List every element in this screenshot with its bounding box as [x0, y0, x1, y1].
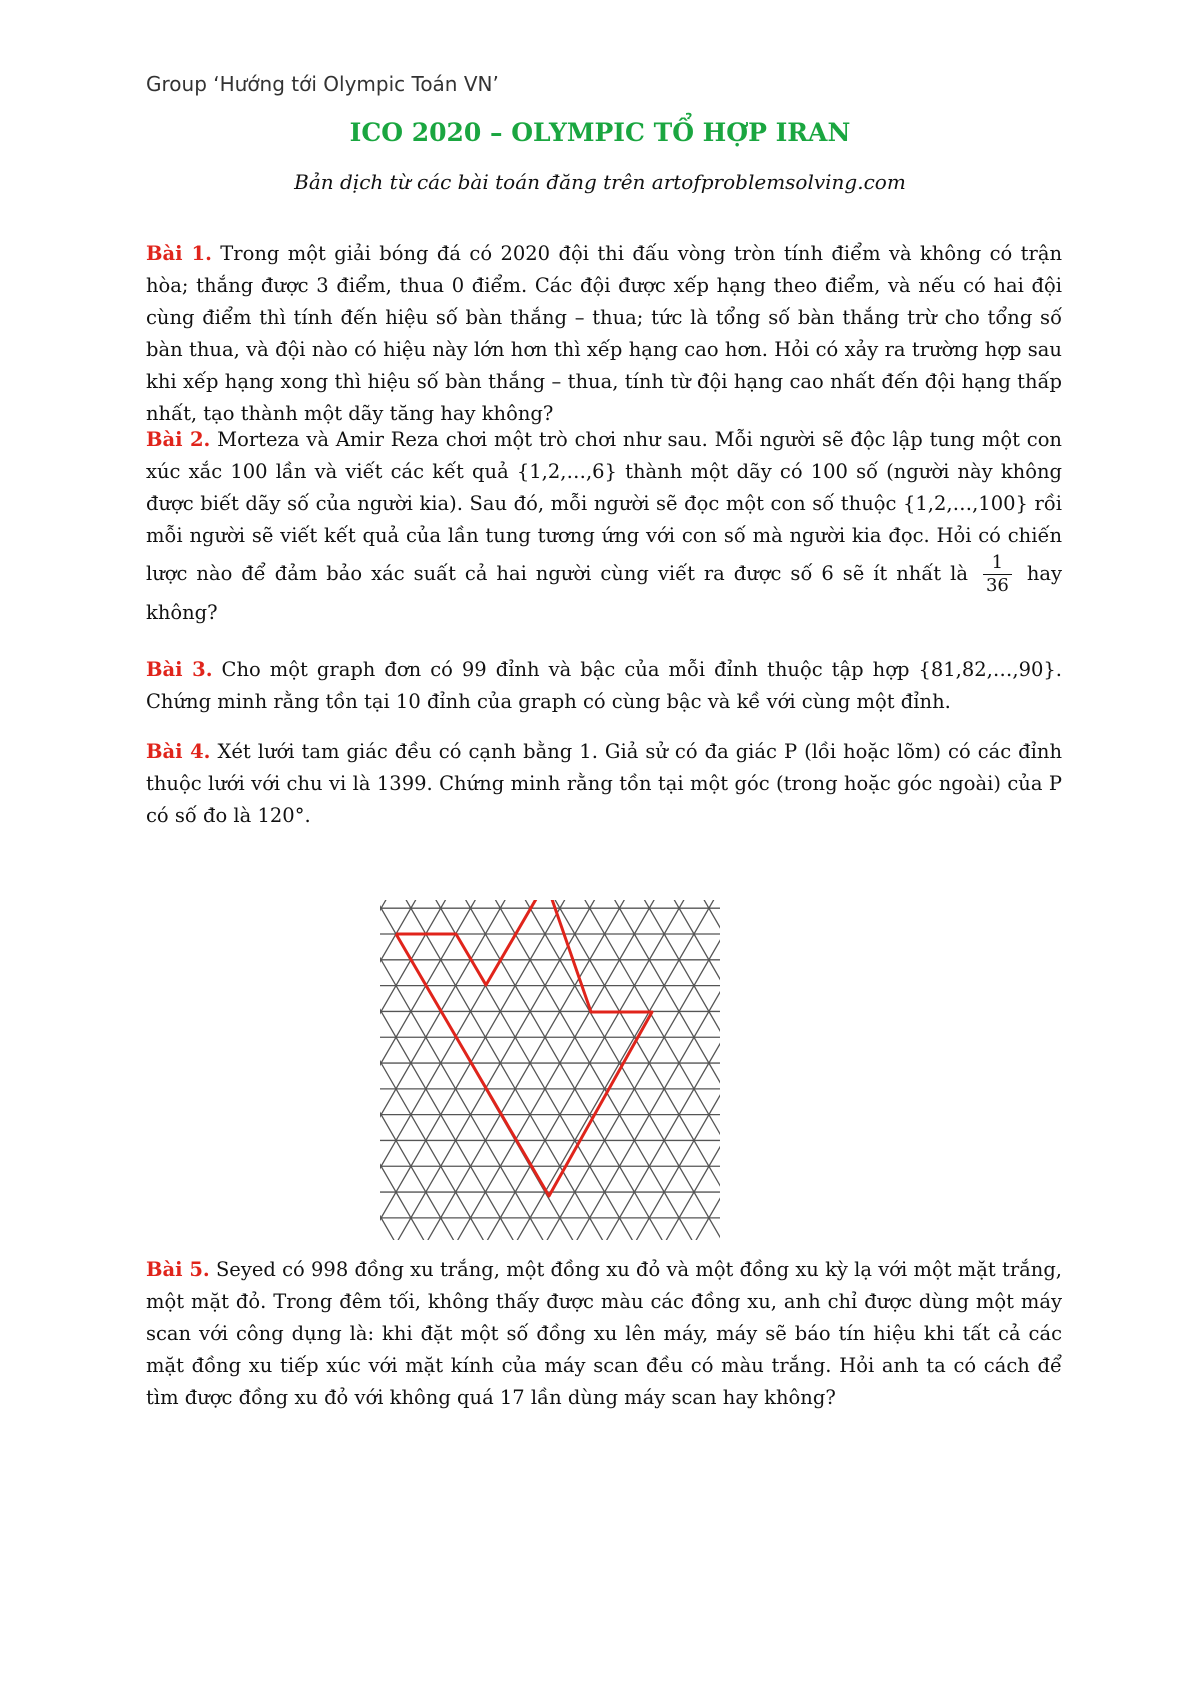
problem-4-label: Bài 4.: [146, 740, 211, 763]
grid-line: [382, 900, 720, 1240]
grid-line: [380, 900, 720, 1240]
triangular-grid-figure: [380, 900, 720, 1240]
grid-line: [380, 900, 720, 1240]
grid-line: [380, 900, 720, 1240]
grid-line: [380, 900, 720, 1240]
group-header: Group ‘Hướng tới Olympic Toán VN’: [146, 72, 499, 96]
grid-line: [710, 900, 720, 1240]
problem-5: [146, 1254, 1062, 1414]
fraction-numerator: 1: [983, 552, 1012, 575]
problem-1-text: Trong một giải bóng đá có 2020 đội thi đấu vòng tròn tính điểm và không có trận hòa; thắng được 3 điểm, thua 0 điểm. Các đội được xếp hạng theo điểm, và nếu có hai đội cùng điểm thì tính đến hiệu số bàn thắng – thua; tức là tổng số bàn thắng trừ cho tổng số bàn thua, và đội nào có hiệu này lớn hơn thì xếp hạng cao hơn. Hỏi có xảy ra trường hợp sau khi xếp hạng xong thì hiệu số bàn thắng – thua, tính từ đội hạng cao nhất đến đội hạng thấp nhất, tạo thành một dãy tăng hay không?: [146, 242, 1063, 425]
grid-line: [591, 900, 720, 1240]
problem-2-text-end: hay không?: [146, 562, 1063, 624]
problem-5-text: Seyed có 998 đồng xu trắng, một đồng xu đỏ và một đồng xu kỳ lạ với một mặt trắng, một mặt đỏ. Trong đêm tối, không thấy được màu các đồng xu, anh chỉ được dùng một máy scan với công dụng là: khi đặt một số đồng xu lên máy, máy sẽ báo tín hiệu khi tất cả các mặt đồng xu tiếp xúc với mặt kính của máy scan đều có màu trắng. Hỏi anh ta có cách để tìm được đồng xu đỏ với không quá 17 lần dùng máy scan hay không?: [146, 1258, 1063, 1409]
grid-line: [380, 900, 720, 1240]
grid-line: [591, 900, 720, 1240]
problem-1-label: Bài 1.: [146, 242, 212, 265]
problem-3: [146, 654, 1062, 718]
grid-line: [382, 900, 720, 1240]
grid-line: [710, 900, 720, 1240]
grid-line: [380, 900, 440, 1240]
polygon-p: [396, 900, 652, 1196]
problem-4-text: Xét lưới tam giác đều có cạnh bằng 1. Giả sử có đa giác P (lồi hoặc lõm) có các đỉnh thuộc lưới với chu vi là 1399. Chứng minh rằng tồn tại một góc (trong hoặc góc ngoài) của P có số đo là 120°.: [146, 740, 1063, 827]
grid-line: [380, 900, 720, 1240]
grid-line: [380, 900, 720, 1240]
problem-3-label: Bài 3.: [146, 658, 213, 681]
grid-lines: [380, 900, 720, 1240]
grid-line: [380, 900, 720, 1240]
problem-2: [146, 424, 1062, 629]
document-subtitle: Bản dịch từ các bài toán đăng trên artofproblemsolving.com: [294, 170, 906, 194]
grid-line: [650, 900, 720, 1240]
grid-line: [380, 900, 720, 1240]
grid-line: [650, 900, 720, 1240]
fraction-denominator: 36: [985, 575, 1009, 596]
document-title: ICO 2020 – OLYMPIC TỔ HỢP IRAN: [349, 118, 851, 147]
grid-line: [380, 900, 720, 1240]
problem-2-label: Bài 2.: [146, 428, 211, 451]
grid-line: [380, 900, 720, 1240]
grid-line: [380, 900, 720, 1240]
grid-line: [380, 900, 720, 1240]
grid-line: [380, 900, 720, 1240]
grid-line: [380, 900, 440, 1240]
problem-3-text: Cho một graph đơn có 99 đỉnh và bậc của mỗi đỉnh thuộc tập hợp {81,82,…,90}. Chứng minh rằng tồn tại 10 đỉnh của graph có cùng bậc và kề với cùng một đỉnh.: [146, 658, 1062, 713]
grid-line: [380, 900, 720, 1240]
grid-line: [380, 900, 720, 1240]
problem-1: [146, 238, 1062, 430]
problem-5-label: Bài 5.: [146, 1258, 210, 1281]
grid-line: [380, 900, 720, 1240]
fraction: [983, 552, 1012, 597]
problem-4: [146, 736, 1062, 832]
problem-2-text: Morteza và Amir Reza chơi một trò chơi như sau. Mỗi người sẽ độc lập tung một con xúc xắc 100 lần và viết các kết quả {1,2,…,6} thành một dãy có 100 số (người này không được biết dãy số của người kia). Sau đó, mỗi người sẽ đọc một con số thuộc {1,2,…,100} rồi mỗi người sẽ viết kết quả của lần tung tương ứng với con số mà người kia đọc. Hỏi có chiến lược nào để đảm bảo xác suất cả hai người cùng viết ra được số 6 sẽ ít nhất là: [146, 428, 1062, 585]
grid-line: [380, 900, 720, 1240]
